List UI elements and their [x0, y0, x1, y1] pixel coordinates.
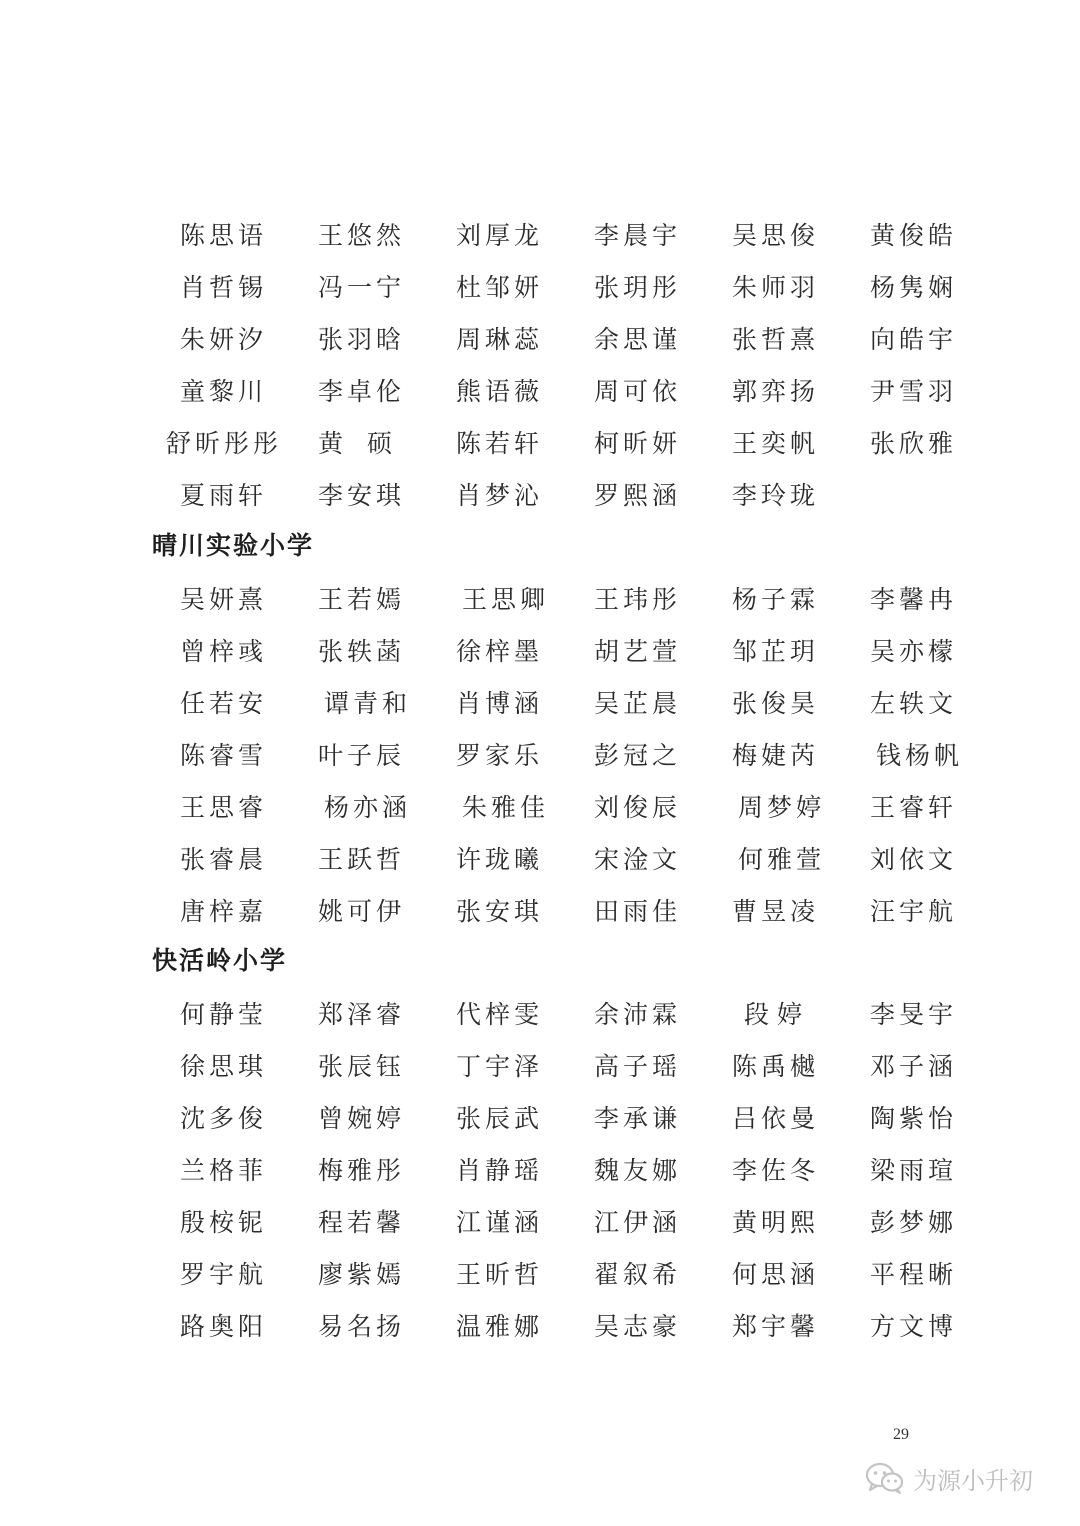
name-row	[150, 1299, 970, 1351]
student-name: 罗熙涵	[594, 481, 682, 510]
student-name: 杜邹妍	[456, 273, 544, 302]
name-list-continued	[150, 208, 970, 520]
student-name: 方文博	[870, 1312, 958, 1341]
student-name: 姚可伊	[318, 897, 406, 926]
name-row	[150, 884, 970, 936]
name-row	[150, 1247, 970, 1299]
watermark	[865, 1458, 1033, 1498]
student-name: 王思睿	[180, 793, 268, 822]
student-name: 李佐冬	[732, 1156, 820, 1185]
name-row	[150, 1195, 970, 1247]
student-name: 彭冠之	[594, 741, 682, 770]
student-name: 罗宇航	[180, 1260, 268, 1289]
name-row	[150, 676, 970, 728]
student-name: 沈多俊	[180, 1104, 268, 1133]
student-name: 吴亦檬	[870, 637, 958, 666]
student-name: 张欣雅	[870, 429, 958, 458]
school-section-kuaihuoling	[150, 935, 970, 1351]
student-name: 朱雅佳	[462, 793, 550, 822]
name-row	[150, 987, 970, 1039]
student-name: 吴志豪	[594, 1312, 682, 1341]
student-name: 朱妍汐	[180, 325, 268, 354]
student-name: 程若馨	[318, 1208, 406, 1237]
student-name: 廖紫嫣	[318, 1260, 406, 1289]
student-name: 张睿晨	[180, 845, 268, 874]
student-name: 舒昕彤彤	[166, 429, 283, 458]
student-name: 肖哲锡	[180, 273, 268, 302]
student-name: 江伊涵	[594, 1208, 682, 1237]
student-name: 肖静瑶	[456, 1156, 544, 1185]
student-name: 向皓宇	[870, 325, 958, 354]
name-row	[150, 468, 970, 520]
student-name: 王思卿	[462, 585, 550, 614]
name-row	[150, 208, 970, 260]
student-name: 陈睿雪	[180, 741, 268, 770]
student-name: 代梓雯	[456, 1000, 544, 1029]
name-row	[150, 364, 970, 416]
student-name: 张羽晗	[318, 325, 406, 354]
student-name: 张辰武	[456, 1104, 544, 1133]
student-name: 罗家乐	[456, 741, 544, 770]
student-name: 尹雪羽	[870, 377, 958, 406]
student-name: 李玲珑	[732, 481, 820, 510]
student-name: 左轶文	[870, 689, 958, 718]
student-name: 曾梓彧	[180, 637, 268, 666]
name-row	[150, 416, 970, 468]
student-name: 梅雅彤	[318, 1156, 406, 1185]
student-name: 叶子辰	[318, 741, 406, 770]
name-row	[150, 572, 970, 624]
student-name: 刘俊辰	[594, 793, 682, 822]
student-name: 何思涵	[732, 1260, 820, 1289]
student-name: 杨子霖	[732, 585, 820, 614]
name-row	[150, 260, 970, 312]
student-name: 童黎川	[180, 377, 268, 406]
student-name: 徐思琪	[180, 1052, 268, 1081]
school-section-qingchuan	[150, 520, 970, 936]
student-name: 丁宇泽	[456, 1052, 544, 1081]
student-name: 邓子涵	[870, 1052, 958, 1081]
student-name: 任若安	[180, 689, 268, 718]
student-name: 郑宇馨	[732, 1312, 820, 1341]
name-row	[150, 1091, 970, 1143]
student-name: 高子瑶	[594, 1052, 682, 1081]
student-name: 朱师羽	[732, 273, 820, 302]
student-name: 王若嫣	[318, 585, 406, 614]
student-name: 张轶菡	[318, 637, 406, 666]
student-name: 杨隽娴	[870, 273, 958, 302]
student-name: 陶紫怡	[870, 1104, 958, 1133]
student-name: 曾婉婷	[318, 1104, 406, 1133]
student-name: 肖博涵	[456, 689, 544, 718]
student-name: 黄俊皓	[870, 221, 958, 250]
student-name: 周梦婷	[738, 793, 826, 822]
wechat-icon	[865, 1461, 905, 1495]
student-name: 路奥阳	[180, 1312, 268, 1341]
name-row	[150, 728, 970, 780]
student-name: 魏友娜	[594, 1156, 682, 1185]
student-name: 彭梦娜	[870, 1208, 958, 1237]
student-name: 张俊昊	[732, 689, 820, 718]
student-name: 王睿轩	[870, 793, 958, 822]
student-name: 吕依曼	[732, 1104, 820, 1133]
student-name: 王悠然	[318, 221, 406, 250]
student-name: 黄 硕	[318, 429, 400, 458]
student-name: 吴思俊	[732, 221, 820, 250]
student-name: 温雅娜	[456, 1312, 544, 1341]
student-name: 周可依	[594, 377, 682, 406]
student-name: 吴妍熹	[180, 585, 268, 614]
student-name: 李馨冉	[870, 585, 958, 614]
student-name: 杨亦涵	[324, 793, 412, 822]
student-name: 肖梦沁	[456, 481, 544, 510]
student-name: 谭青和	[324, 689, 412, 718]
student-name: 黄明熙	[732, 1208, 820, 1237]
student-name: 冯一宁	[318, 273, 406, 302]
name-row	[150, 780, 970, 832]
name-row	[150, 1143, 970, 1195]
student-name: 何雅萱	[738, 845, 826, 874]
student-name: 李安琪	[318, 481, 406, 510]
name-row	[150, 624, 970, 676]
watermark-text: 为源小升初	[913, 1466, 1033, 1495]
student-name: 李卓伦	[318, 377, 406, 406]
student-name: 刘厚龙	[456, 221, 544, 250]
student-name: 段婷	[744, 1000, 811, 1029]
student-name: 王奕帆	[732, 429, 820, 458]
student-name: 王昕哲	[456, 1260, 544, 1289]
student-name: 唐梓嘉	[180, 897, 268, 926]
student-name: 陈若轩	[456, 429, 544, 458]
student-name: 宋淦文	[594, 845, 682, 874]
student-name: 柯昕妍	[594, 429, 682, 458]
student-name: 梁雨瑄	[870, 1156, 958, 1185]
student-name: 梅婕芮	[732, 741, 820, 770]
student-name: 余思谨	[594, 325, 682, 354]
student-name: 熊语薇	[456, 377, 544, 406]
student-name: 徐梓墨	[456, 637, 544, 666]
student-name: 陈禹樾	[732, 1052, 820, 1081]
student-name: 余沛霖	[594, 1000, 682, 1029]
student-name: 夏雨轩	[180, 481, 268, 510]
student-name: 张玥彤	[594, 273, 682, 302]
student-name: 张辰钰	[318, 1052, 406, 1081]
student-name: 郭弈扬	[732, 377, 820, 406]
student-name: 王玮彤	[594, 585, 682, 614]
student-name: 张安琪	[456, 897, 544, 926]
student-name: 何静莹	[180, 1000, 268, 1029]
student-name: 钱杨帆	[876, 741, 964, 770]
school-heading: 快活岭小学	[152, 946, 288, 975]
student-name: 兰格菲	[180, 1156, 268, 1185]
student-name: 胡艺萱	[594, 637, 682, 666]
student-name: 郑泽睿	[318, 1000, 406, 1029]
student-name: 翟叙希	[594, 1260, 682, 1289]
student-name: 田雨佳	[594, 897, 682, 926]
student-name: 汪宇航	[870, 897, 958, 926]
student-name: 刘依文	[870, 845, 958, 874]
student-name: 吴芷晨	[594, 689, 682, 718]
student-name: 邹芷玥	[732, 637, 820, 666]
student-name: 陈思语	[180, 221, 268, 250]
student-name: 江谨涵	[456, 1208, 544, 1237]
student-name: 曹昱凌	[732, 897, 820, 926]
name-row	[150, 1039, 970, 1091]
student-name: 殷桉铌	[180, 1208, 268, 1237]
student-name: 平程晰	[870, 1260, 958, 1289]
student-name: 易名扬	[318, 1312, 406, 1341]
student-name: 周琳蕊	[456, 325, 544, 354]
student-name: 李晨宇	[594, 221, 682, 250]
page-number: 29	[893, 1426, 909, 1443]
name-row	[150, 832, 970, 884]
name-row	[150, 312, 970, 364]
student-name: 许珑曦	[456, 845, 544, 874]
student-name: 李承谦	[594, 1104, 682, 1133]
school-heading: 晴川实验小学	[152, 531, 315, 560]
student-name: 张哲熹	[732, 325, 820, 354]
student-name: 李旻宇	[870, 1000, 958, 1029]
student-name: 王跃哲	[318, 845, 406, 874]
